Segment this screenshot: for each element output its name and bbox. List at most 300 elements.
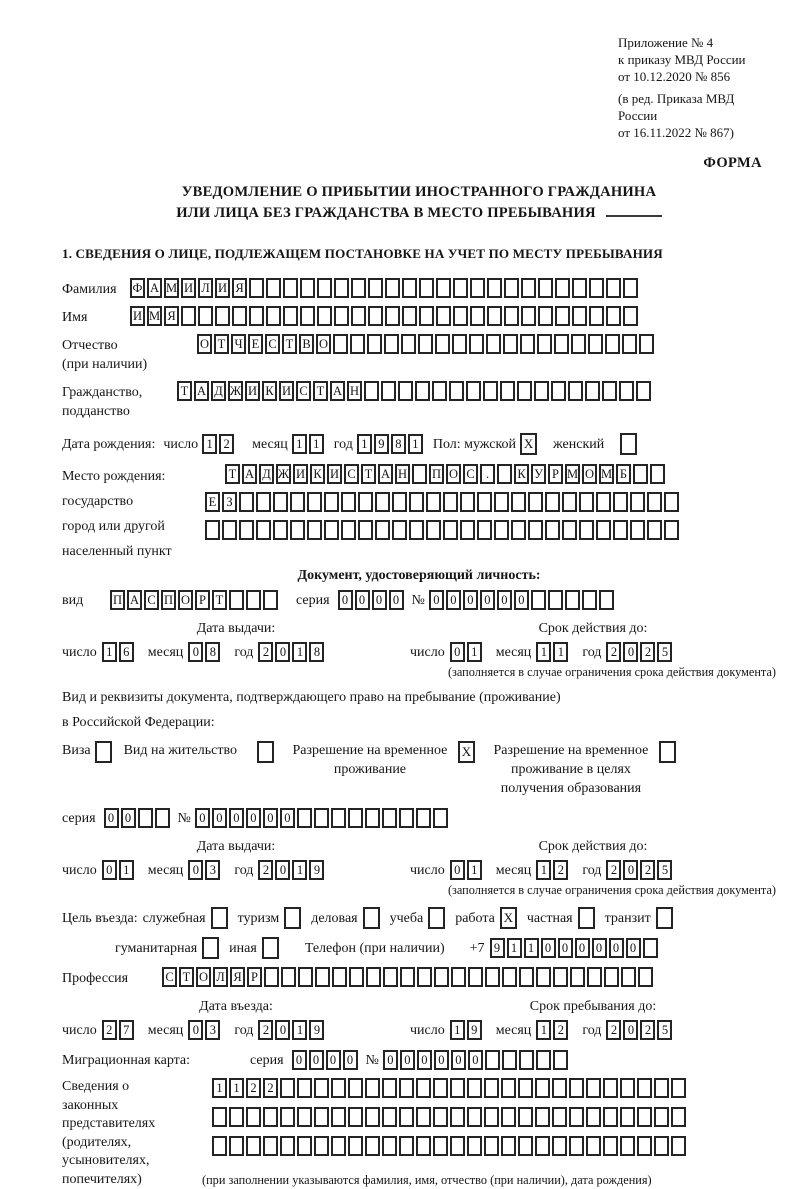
char-cell[interactable]	[579, 520, 594, 540]
char-cell[interactable]	[470, 278, 485, 298]
char-cell[interactable]	[501, 1136, 516, 1156]
char-cell[interactable]	[551, 381, 566, 401]
char-cell[interactable]	[332, 967, 347, 987]
char-cell[interactable]: З	[222, 492, 237, 512]
char-cell[interactable]	[364, 381, 379, 401]
char-cell[interactable]	[409, 492, 424, 512]
char-cell[interactable]: Л	[198, 278, 213, 298]
char-cell[interactable]: 0	[429, 590, 444, 610]
char-cell[interactable]	[433, 1107, 448, 1127]
char-cell[interactable]: М	[164, 278, 179, 298]
char-cell[interactable]: 1	[553, 642, 568, 662]
char-cell[interactable]	[358, 520, 373, 540]
char-cell[interactable]: 2	[640, 1020, 655, 1040]
char-cell[interactable]: И	[245, 381, 260, 401]
char-cell[interactable]: 1	[202, 434, 217, 454]
char-cell[interactable]	[402, 306, 417, 326]
char-cell[interactable]: 0	[575, 938, 590, 958]
char-cell[interactable]	[416, 1107, 431, 1127]
char-cell[interactable]	[620, 1107, 635, 1127]
char-cell[interactable]	[264, 967, 279, 987]
char-cell[interactable]	[297, 1107, 312, 1127]
char-cell[interactable]	[664, 520, 679, 540]
char-cell[interactable]: П	[110, 590, 125, 610]
char-cell[interactable]	[366, 967, 381, 987]
char-cell[interactable]	[375, 520, 390, 540]
char-cell[interactable]	[562, 520, 577, 540]
char-cell[interactable]: 2	[102, 1020, 117, 1040]
char-cell[interactable]: 2	[246, 1078, 261, 1098]
char-cell[interactable]	[415, 381, 430, 401]
char-cell[interactable]: 0	[417, 1050, 432, 1070]
char-cell[interactable]: 0	[623, 860, 638, 880]
char-cell[interactable]	[589, 278, 604, 298]
char-cell[interactable]	[647, 520, 662, 540]
char-cell[interactable]	[382, 808, 397, 828]
char-cell[interactable]	[416, 1136, 431, 1156]
char-cell[interactable]	[664, 492, 679, 512]
char-cell[interactable]	[537, 334, 552, 354]
char-cell[interactable]	[412, 464, 427, 484]
char-cell[interactable]: 1	[536, 642, 551, 662]
char-cell[interactable]	[620, 1136, 635, 1156]
char-cell[interactable]: И	[130, 306, 145, 326]
char-cell[interactable]	[205, 520, 220, 540]
char-cell[interactable]	[181, 306, 196, 326]
char-cell[interactable]	[418, 334, 433, 354]
char-cell[interactable]	[569, 1107, 584, 1127]
char-cell[interactable]: У	[531, 464, 546, 484]
char-cell[interactable]: 1	[524, 938, 539, 958]
char-cell[interactable]	[450, 1078, 465, 1098]
char-cell[interactable]: Д	[211, 381, 226, 401]
char-cell[interactable]	[552, 1136, 567, 1156]
purpose-work-checkbox[interactable]: X	[500, 907, 517, 929]
char-cell[interactable]: 0	[623, 642, 638, 662]
char-cell[interactable]	[467, 1107, 482, 1127]
char-cell[interactable]	[501, 1107, 516, 1127]
char-cell[interactable]	[443, 520, 458, 540]
char-cell[interactable]	[298, 967, 313, 987]
char-cell[interactable]	[588, 334, 603, 354]
char-cell[interactable]	[314, 1078, 329, 1098]
char-cell[interactable]	[630, 492, 645, 512]
char-cell[interactable]: И	[327, 464, 342, 484]
char-cell[interactable]	[552, 1107, 567, 1127]
char-cell[interactable]	[511, 520, 526, 540]
residence-permit-checkbox[interactable]	[257, 741, 274, 763]
char-cell[interactable]	[409, 520, 424, 540]
char-cell[interactable]	[586, 1107, 601, 1127]
char-cell[interactable]	[348, 1136, 363, 1156]
char-cell[interactable]: 2	[219, 434, 234, 454]
char-cell[interactable]	[399, 1078, 414, 1098]
char-cell[interactable]	[280, 1107, 295, 1127]
char-cell[interactable]	[215, 306, 230, 326]
char-cell[interactable]: 0	[121, 808, 136, 828]
char-cell[interactable]: 2	[606, 642, 621, 662]
char-cell[interactable]	[385, 278, 400, 298]
char-cell[interactable]	[399, 808, 414, 828]
char-cell[interactable]	[341, 492, 356, 512]
char-cell[interactable]	[381, 381, 396, 401]
char-cell[interactable]	[623, 278, 638, 298]
char-cell[interactable]: Т	[225, 464, 240, 484]
char-cell[interactable]: Я	[232, 278, 247, 298]
char-cell[interactable]	[365, 1107, 380, 1127]
char-cell[interactable]	[433, 808, 448, 828]
char-cell[interactable]	[468, 967, 483, 987]
char-cell[interactable]	[486, 334, 501, 354]
char-cell[interactable]: 1	[292, 860, 307, 880]
char-cell[interactable]: 0	[541, 938, 556, 958]
char-cell[interactable]	[317, 306, 332, 326]
char-cell[interactable]: А	[147, 278, 162, 298]
char-cell[interactable]	[266, 306, 281, 326]
char-cell[interactable]: 7	[119, 1020, 134, 1040]
purpose-tourism-checkbox[interactable]	[284, 907, 301, 929]
char-cell[interactable]: Р	[247, 967, 262, 987]
char-cell[interactable]	[599, 590, 614, 610]
char-cell[interactable]: Д	[259, 464, 274, 484]
char-cell[interactable]	[435, 334, 450, 354]
char-cell[interactable]: Р	[195, 590, 210, 610]
char-cell[interactable]	[453, 306, 468, 326]
char-cell[interactable]	[555, 278, 570, 298]
char-cell[interactable]	[485, 967, 500, 987]
char-cell[interactable]	[562, 492, 577, 512]
char-cell[interactable]	[331, 1107, 346, 1127]
char-cell[interactable]	[502, 967, 517, 987]
char-cell[interactable]: Ж	[228, 381, 243, 401]
char-cell[interactable]	[585, 381, 600, 401]
char-cell[interactable]: 0	[480, 590, 495, 610]
char-cell[interactable]	[433, 1078, 448, 1098]
char-cell[interactable]	[485, 1050, 500, 1070]
char-cell[interactable]	[452, 334, 467, 354]
char-cell[interactable]	[314, 808, 329, 828]
char-cell[interactable]: Е	[248, 334, 263, 354]
char-cell[interactable]: Е	[205, 492, 220, 512]
char-cell[interactable]	[637, 1136, 652, 1156]
char-cell[interactable]	[552, 1078, 567, 1098]
char-cell[interactable]	[643, 938, 658, 958]
char-cell[interactable]: Т	[212, 590, 227, 610]
char-cell[interactable]	[348, 1078, 363, 1098]
char-cell[interactable]: 0	[383, 1050, 398, 1070]
char-cell[interactable]	[494, 520, 509, 540]
char-cell[interactable]: 0	[372, 590, 387, 610]
purpose-official-checkbox[interactable]	[211, 907, 228, 929]
char-cell[interactable]	[249, 306, 264, 326]
char-cell[interactable]: А	[378, 464, 393, 484]
char-cell[interactable]	[350, 334, 365, 354]
char-cell[interactable]: 1	[450, 1020, 465, 1040]
char-cell[interactable]: И	[181, 278, 196, 298]
char-cell[interactable]	[477, 492, 492, 512]
char-cell[interactable]: Ж	[276, 464, 291, 484]
char-cell[interactable]: 1	[229, 1078, 244, 1098]
char-cell[interactable]: О	[582, 464, 597, 484]
char-cell[interactable]: 2	[263, 1078, 278, 1098]
char-cell[interactable]: К	[514, 464, 529, 484]
char-cell[interactable]	[232, 306, 247, 326]
char-cell[interactable]	[349, 967, 364, 987]
char-cell[interactable]	[579, 492, 594, 512]
char-cell[interactable]: 1	[507, 938, 522, 958]
purpose-business-checkbox[interactable]	[363, 907, 380, 929]
char-cell[interactable]	[229, 590, 244, 610]
char-cell[interactable]	[358, 492, 373, 512]
char-cell[interactable]	[569, 1078, 584, 1098]
char-cell[interactable]	[382, 1107, 397, 1127]
char-cell[interactable]: С	[162, 967, 177, 987]
char-cell[interactable]: В	[299, 334, 314, 354]
char-cell[interactable]: 3	[205, 860, 220, 880]
char-cell[interactable]	[536, 1050, 551, 1070]
char-cell[interactable]	[453, 278, 468, 298]
char-cell[interactable]	[385, 306, 400, 326]
char-cell[interactable]: Т	[214, 334, 229, 354]
char-cell[interactable]	[582, 590, 597, 610]
char-cell[interactable]	[589, 306, 604, 326]
temp-residence-education-checkbox[interactable]	[659, 741, 676, 763]
char-cell[interactable]: И	[293, 464, 308, 484]
char-cell[interactable]: 1	[536, 860, 551, 880]
char-cell[interactable]: 5	[657, 1020, 672, 1040]
temp-residence-checkbox[interactable]: X	[458, 741, 475, 763]
char-cell[interactable]	[307, 492, 322, 512]
char-cell[interactable]	[324, 492, 339, 512]
char-cell[interactable]: 1	[292, 1020, 307, 1040]
char-cell[interactable]	[368, 278, 383, 298]
char-cell[interactable]: 0	[188, 860, 203, 880]
char-cell[interactable]: 1	[408, 434, 423, 454]
char-cell[interactable]: К	[262, 381, 277, 401]
char-cell[interactable]: Т	[361, 464, 376, 484]
char-cell[interactable]	[392, 520, 407, 540]
char-cell[interactable]: А	[242, 464, 257, 484]
char-cell[interactable]: 2	[258, 642, 273, 662]
char-cell[interactable]	[571, 334, 586, 354]
char-cell[interactable]	[436, 278, 451, 298]
char-cell[interactable]: 9	[374, 434, 389, 454]
char-cell[interactable]	[511, 492, 526, 512]
char-cell[interactable]: А	[330, 381, 345, 401]
char-cell[interactable]: .	[480, 464, 495, 484]
char-cell[interactable]: 1	[536, 1020, 551, 1040]
char-cell[interactable]	[538, 278, 553, 298]
char-cell[interactable]: 0	[497, 590, 512, 610]
char-cell[interactable]	[535, 1136, 550, 1156]
char-cell[interactable]: 1	[102, 642, 117, 662]
char-cell[interactable]	[239, 520, 254, 540]
char-cell[interactable]	[229, 1136, 244, 1156]
char-cell[interactable]	[229, 1107, 244, 1127]
char-cell[interactable]	[450, 1107, 465, 1127]
char-cell[interactable]	[155, 808, 170, 828]
char-cell[interactable]: П	[429, 464, 444, 484]
char-cell[interactable]	[249, 278, 264, 298]
char-cell[interactable]	[450, 1136, 465, 1156]
char-cell[interactable]: С	[463, 464, 478, 484]
char-cell[interactable]: Б	[616, 464, 631, 484]
char-cell[interactable]: 0	[229, 808, 244, 828]
char-cell[interactable]	[534, 381, 549, 401]
char-cell[interactable]: С	[344, 464, 359, 484]
char-cell[interactable]	[365, 808, 380, 828]
char-cell[interactable]: Ф	[130, 278, 145, 298]
char-cell[interactable]	[315, 967, 330, 987]
char-cell[interactable]: 2	[606, 1020, 621, 1040]
char-cell[interactable]: 6	[119, 642, 134, 662]
char-cell[interactable]: Т	[179, 967, 194, 987]
char-cell[interactable]	[256, 520, 271, 540]
char-cell[interactable]	[565, 590, 580, 610]
char-cell[interactable]	[273, 492, 288, 512]
char-cell[interactable]	[500, 381, 515, 401]
char-cell[interactable]: 0	[188, 642, 203, 662]
char-cell[interactable]	[671, 1136, 686, 1156]
char-cell[interactable]	[671, 1078, 686, 1098]
char-cell[interactable]	[621, 967, 636, 987]
char-cell[interactable]: 0	[514, 590, 529, 610]
char-cell[interactable]: И	[215, 278, 230, 298]
char-cell[interactable]	[586, 1078, 601, 1098]
char-cell[interactable]: Р	[548, 464, 563, 484]
char-cell[interactable]	[290, 492, 305, 512]
char-cell[interactable]	[348, 1107, 363, 1127]
char-cell[interactable]	[535, 1078, 550, 1098]
char-cell[interactable]: 0	[355, 590, 370, 610]
char-cell[interactable]	[484, 1078, 499, 1098]
char-cell[interactable]: О	[197, 334, 212, 354]
char-cell[interactable]	[470, 306, 485, 326]
char-cell[interactable]	[497, 464, 512, 484]
char-cell[interactable]	[399, 1107, 414, 1127]
char-cell[interactable]: 0	[275, 1020, 290, 1040]
char-cell[interactable]	[603, 1136, 618, 1156]
char-cell[interactable]: 2	[553, 1020, 568, 1040]
char-cell[interactable]	[263, 1136, 278, 1156]
char-cell[interactable]	[538, 306, 553, 326]
char-cell[interactable]	[434, 967, 449, 987]
char-cell[interactable]	[502, 1050, 517, 1070]
char-cell[interactable]	[531, 590, 546, 610]
char-cell[interactable]	[517, 381, 532, 401]
char-cell[interactable]	[636, 381, 651, 401]
char-cell[interactable]: 0	[626, 938, 641, 958]
char-cell[interactable]: С	[265, 334, 280, 354]
char-cell[interactable]	[548, 590, 563, 610]
char-cell[interactable]	[341, 520, 356, 540]
char-cell[interactable]	[637, 1107, 652, 1127]
char-cell[interactable]	[382, 1136, 397, 1156]
char-cell[interactable]	[671, 1107, 686, 1127]
char-cell[interactable]	[460, 520, 475, 540]
char-cell[interactable]: И	[279, 381, 294, 401]
char-cell[interactable]: 0	[275, 642, 290, 662]
char-cell[interactable]: Т	[313, 381, 328, 401]
char-cell[interactable]	[365, 1136, 380, 1156]
char-cell[interactable]	[297, 808, 312, 828]
char-cell[interactable]	[555, 306, 570, 326]
char-cell[interactable]	[138, 808, 153, 828]
char-cell[interactable]	[483, 381, 498, 401]
char-cell[interactable]	[604, 967, 619, 987]
char-cell[interactable]	[392, 492, 407, 512]
char-cell[interactable]: 0	[102, 860, 117, 880]
purpose-humanitarian-checkbox[interactable]	[202, 937, 219, 959]
char-cell[interactable]	[466, 381, 481, 401]
char-cell[interactable]	[622, 334, 637, 354]
char-cell[interactable]	[212, 1136, 227, 1156]
char-cell[interactable]	[477, 520, 492, 540]
char-cell[interactable]	[263, 590, 278, 610]
char-cell[interactable]	[222, 520, 237, 540]
char-cell[interactable]: 1	[292, 642, 307, 662]
char-cell[interactable]	[606, 278, 621, 298]
char-cell[interactable]	[603, 1078, 618, 1098]
char-cell[interactable]	[314, 1136, 329, 1156]
char-cell[interactable]	[586, 1136, 601, 1156]
char-cell[interactable]	[467, 1136, 482, 1156]
char-cell[interactable]: А	[127, 590, 142, 610]
char-cell[interactable]	[334, 306, 349, 326]
char-cell[interactable]	[467, 1078, 482, 1098]
char-cell[interactable]	[348, 808, 363, 828]
char-cell[interactable]: 0	[450, 642, 465, 662]
char-cell[interactable]	[545, 492, 560, 512]
char-cell[interactable]	[528, 492, 543, 512]
char-cell[interactable]	[553, 1050, 568, 1070]
char-cell[interactable]	[351, 278, 366, 298]
char-cell[interactable]	[487, 278, 502, 298]
char-cell[interactable]: 1	[292, 434, 307, 454]
char-cell[interactable]	[613, 492, 628, 512]
char-cell[interactable]	[638, 967, 653, 987]
char-cell[interactable]	[460, 492, 475, 512]
char-cell[interactable]	[432, 381, 447, 401]
char-cell[interactable]: Л	[213, 967, 228, 987]
char-cell[interactable]: 0	[212, 808, 227, 828]
char-cell[interactable]	[433, 1136, 448, 1156]
gender-female-checkbox[interactable]	[620, 433, 637, 455]
gender-male-checkbox[interactable]: X	[520, 433, 537, 455]
char-cell[interactable]	[436, 306, 451, 326]
char-cell[interactable]	[334, 278, 349, 298]
char-cell[interactable]	[314, 1107, 329, 1127]
char-cell[interactable]: Н	[395, 464, 410, 484]
char-cell[interactable]	[398, 381, 413, 401]
char-cell[interactable]: 1	[357, 434, 372, 454]
char-cell[interactable]	[399, 1136, 414, 1156]
char-cell[interactable]	[419, 306, 434, 326]
char-cell[interactable]: 0	[195, 808, 210, 828]
char-cell[interactable]: 0	[446, 590, 461, 610]
char-cell[interactable]: 0	[309, 1050, 324, 1070]
char-cell[interactable]	[263, 1107, 278, 1127]
char-cell[interactable]: 1	[119, 860, 134, 880]
char-cell[interactable]	[504, 306, 519, 326]
char-cell[interactable]: 0	[275, 860, 290, 880]
char-cell[interactable]: М	[599, 464, 614, 484]
visa-checkbox[interactable]	[95, 741, 112, 763]
char-cell[interactable]	[619, 381, 634, 401]
char-cell[interactable]: 0	[343, 1050, 358, 1070]
char-cell[interactable]	[266, 278, 281, 298]
char-cell[interactable]: 1	[467, 642, 482, 662]
